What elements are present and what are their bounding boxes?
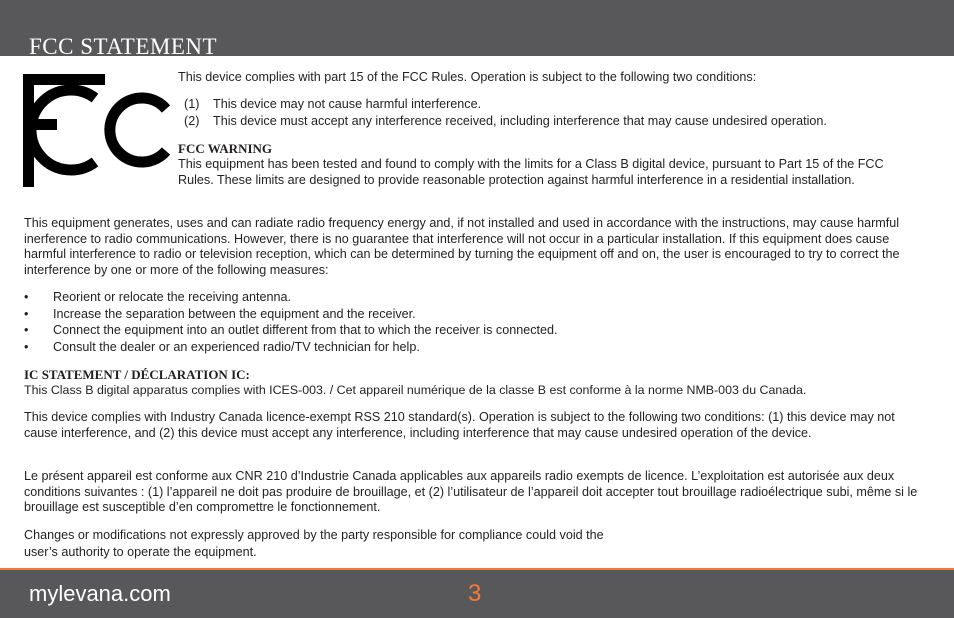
fcc-warning-heading: FCC WARNING [178, 141, 273, 156]
ic-paragraph-fr: Le présent appareil est conforme aux CNR 210 d’Industrie Canada applicables aux appareils radio exempts de licence. L’exploitation est autorisée aux deux conditions suivantes : (1) l’appareil ne doit pas produire de brouillage, et (2) l’utilisateur de l’appareil doit accepter tout brouillage radioélectrique subi, même si le brouillage est susceptible d’en compromettre le fonctionnement. [24, 469, 918, 514]
ic-heading: IC STATEMENT / DÉCLARATION IC: [24, 367, 250, 382]
condition-item [184, 97, 481, 112]
bullet-icon: • [24, 323, 29, 337]
condition-number: (1) [184, 97, 200, 111]
page-number: 3 [468, 580, 482, 607]
condition-number: (2) [184, 114, 200, 128]
website-link[interactable]: mylevana.com [29, 581, 171, 606]
intro-text: This device complies with part 15 of the FCC Rules. Operation is subject to the following two conditions: [178, 70, 757, 84]
bullet-icon: • [24, 307, 29, 321]
page-footer [0, 570, 954, 618]
condition-text: This device must accept any interference received, including interference that may cause undesired operation. [213, 114, 827, 128]
measure-text: Consult the dealer or an experienced radio/TV technician for help. [53, 340, 420, 354]
fcc-logo-icon [23, 74, 171, 187]
measure-text: Reorient or relocate the receiving antenna. [53, 290, 292, 304]
page-header [0, 0, 954, 59]
ic-compliance-line: This Class B digital apparatus complies with ICES-003. / Cet appareil numérique de la classe B est conforme à la norme NMB-003 du Canada. [24, 383, 807, 397]
changes-line: Changes or modiﬁcations not expressly approved by the party responsible for compliance could void the [24, 528, 604, 542]
condition-text: This device may not cause harmful interference. [213, 97, 482, 111]
ic-paragraph-en: This device complies with Industry Canada licence-exempt RSS 210 standard(s). Operation is subject to the following two conditions: (1) this device may not cause interference, and (2) this device must accept any interference, including interference that may cause undesired operation of the device. [24, 410, 895, 440]
measure-text: Connect the equipment into an outlet different from that to which the receiver is connected. [53, 323, 558, 337]
measure-text: Increase the separation between the equipment and the receiver. [53, 307, 416, 321]
changes-line: user’s authority to operate the equipment. [24, 545, 257, 559]
bullet-icon: • [24, 290, 29, 304]
page-title: FCC STATEMENT [29, 34, 218, 59]
equipment-paragraph: This equipment generates, uses and can radiate radio frequency energy and, if not installed and used in accordance with the instructions, may cause harmful inerference to radio communications. However, there is no guarantee that interference will not occur in a particular installation. If this equipment does cause harmful interference to radio or television reception, which can be determined by turning the equipment off and on, the user is encouraged to try to correct the interference by one or more of the following measures: [24, 216, 900, 277]
fcc-warning-text: This equipment has been tested and found to comply with the limits for a Class B digital device, pursuant to Part 15 of the FCC Rules. These limits are designed to provide reasonable protection against harmful interference in a residential installation. [178, 157, 884, 187]
condition-item [184, 114, 827, 129]
bullet-icon: • [24, 340, 29, 354]
